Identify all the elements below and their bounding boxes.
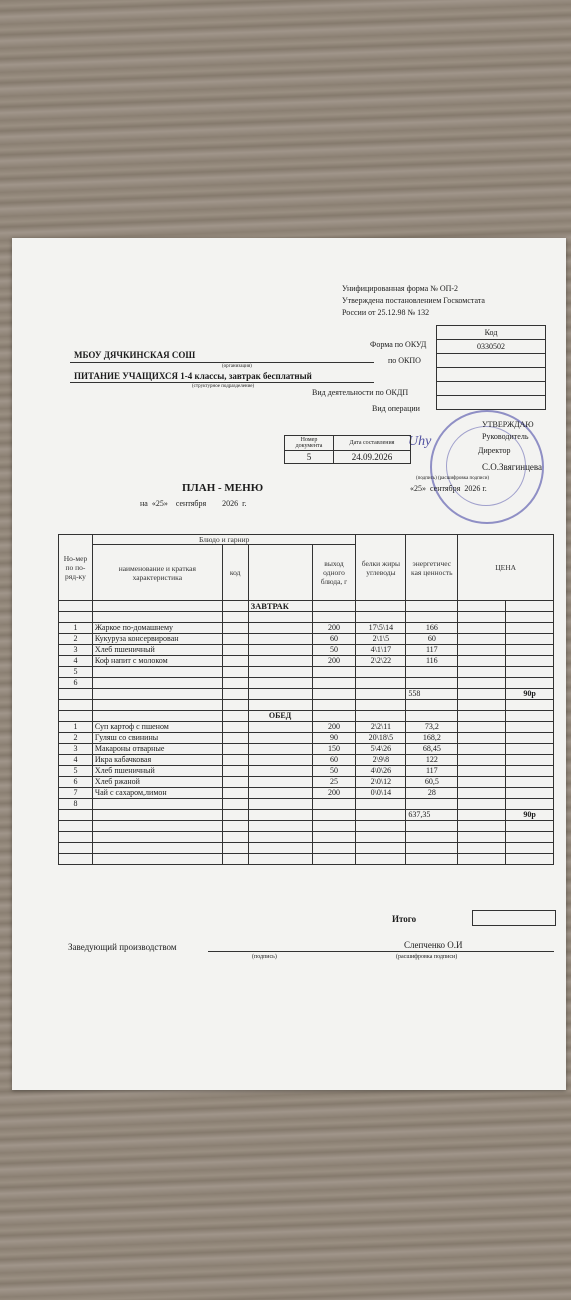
- price-a: [458, 733, 506, 744]
- approve-date: «25» сентября 2026 г.: [410, 484, 487, 493]
- dish-yield: 90: [312, 733, 356, 744]
- dish-bju: 2\9\8: [356, 755, 406, 766]
- dish-name: Хлеб ржаной: [92, 777, 222, 788]
- dish-energy: [406, 799, 458, 810]
- okud-label: Форма по ОКУД: [370, 340, 427, 349]
- row-num: 3: [59, 744, 93, 755]
- lunch-total-row: [59, 810, 554, 821]
- dish-energy: [406, 678, 458, 689]
- okdp-label: Вид деятельности по ОКДП: [312, 388, 409, 397]
- dish-name: [92, 667, 222, 678]
- dish-energy: 117: [406, 766, 458, 777]
- dish-bju: 4\0\26: [356, 766, 406, 777]
- dish-code: [222, 678, 248, 689]
- doc-date: 24.09.2026: [334, 451, 411, 464]
- dish-bju: [356, 799, 406, 810]
- dish-bju: 17\5\14: [356, 623, 406, 634]
- dish-extra: [248, 733, 312, 744]
- price-b: [506, 722, 554, 733]
- doc-month: сентября: [175, 499, 207, 508]
- row-num: 5: [59, 766, 93, 777]
- dish-yield: 200: [312, 623, 356, 634]
- price-b: [506, 788, 554, 799]
- breakfast-total: 558: [406, 689, 458, 700]
- price-a: [458, 722, 506, 733]
- dish-name: Жаркое по-домашнему: [92, 623, 222, 634]
- dish-energy: 28: [406, 788, 458, 799]
- org-name: МБОУ ДЯЧКИНСКАЯ СОШ: [74, 350, 196, 360]
- price-a: [458, 766, 506, 777]
- table-row: [59, 667, 554, 678]
- price-a: [458, 645, 506, 656]
- price-b: [506, 645, 554, 656]
- price-a: [458, 656, 506, 667]
- row-num: 4: [59, 656, 93, 667]
- dish-energy: 60: [406, 634, 458, 645]
- price-b: [506, 678, 554, 689]
- dish-extra: [248, 744, 312, 755]
- dish-extra: [248, 766, 312, 777]
- approve-day: 25: [414, 484, 422, 493]
- doc-num: 5: [285, 451, 334, 464]
- h-dish: Блюдо и гарнир: [92, 535, 356, 545]
- operation-value: [437, 396, 546, 410]
- table-row: [59, 623, 554, 634]
- breakfast-price: 90р: [506, 689, 554, 700]
- dish-yield: 150: [312, 744, 356, 755]
- row-num: 8: [59, 799, 93, 810]
- okpo-value: [437, 354, 546, 368]
- row-num: 6: [59, 678, 93, 689]
- approve-name: С.О.Звягинцева: [482, 462, 543, 472]
- dish-energy: 60,5: [406, 777, 458, 788]
- price-a: [458, 623, 506, 634]
- dish-code: [222, 766, 248, 777]
- dish-extra: [248, 634, 312, 645]
- price-b: [506, 755, 554, 766]
- dish-code: [222, 799, 248, 810]
- lunch-title: ОБЕД: [248, 711, 312, 722]
- doc-num-label: Номер документа: [285, 436, 334, 451]
- dish-energy: 73,2: [406, 722, 458, 733]
- approve-role-1: Руководитель: [482, 432, 529, 441]
- dish-bju: 2\1\5: [356, 634, 406, 645]
- price-b: [506, 799, 554, 810]
- price-a: [458, 755, 506, 766]
- dish-extra: [248, 755, 312, 766]
- h-price: ЦЕНА: [458, 535, 554, 601]
- table-row: [59, 777, 554, 788]
- dish-name: Хлеб пшеничный: [92, 645, 222, 656]
- h-code: код: [222, 545, 248, 601]
- dish-name: Чай с сахаром,лимон: [92, 788, 222, 799]
- okdp-value-1: [437, 368, 546, 382]
- dish-extra: [248, 667, 312, 678]
- dish-yield: 25: [312, 777, 356, 788]
- table-row: [59, 755, 554, 766]
- dish-code: [222, 755, 248, 766]
- doc-on: на: [140, 499, 148, 508]
- approve-year: 2026: [464, 484, 481, 493]
- org-unit: ПИТАНИЕ УЧАЩИХСЯ 1-4 классы, завтрак бесплатный: [74, 371, 312, 381]
- row-num: 4: [59, 755, 93, 766]
- h-energy: энергетичес кая ценность: [406, 535, 458, 601]
- approve-title: УТВЕРЖДАЮ: [482, 420, 534, 429]
- price-a: [458, 777, 506, 788]
- okpo-label: по ОКПО: [388, 356, 421, 365]
- dish-code: [222, 777, 248, 788]
- price-a: [458, 667, 506, 678]
- dish-code: [222, 722, 248, 733]
- lunch-price: 90р: [506, 810, 554, 821]
- price-a: [458, 634, 506, 645]
- dish-yield: 200: [312, 722, 356, 733]
- row-num: 7: [59, 788, 93, 799]
- dish-name: Макароны отварные: [92, 744, 222, 755]
- lunch-rows: [59, 722, 554, 810]
- signature-approve: Uhy: [408, 434, 432, 449]
- price-a: [458, 799, 506, 810]
- dish-code: [222, 733, 248, 744]
- doc-number-box: [284, 435, 411, 464]
- dish-yield: 60: [312, 755, 356, 766]
- dish-name: [92, 799, 222, 810]
- dish-energy: 168,2: [406, 733, 458, 744]
- dish-name: Гуляш со свинины: [92, 733, 222, 744]
- okdp-value-2: [437, 382, 546, 396]
- menu-table: [58, 534, 554, 865]
- table-row: [59, 634, 554, 645]
- breakfast-rows: [59, 623, 554, 689]
- code-header: Код: [437, 326, 546, 340]
- row-num: 2: [59, 634, 93, 645]
- dish-code: [222, 623, 248, 634]
- dish-energy: 68,45: [406, 744, 458, 755]
- table-row: [59, 733, 554, 744]
- price-a: [458, 788, 506, 799]
- footer-caption-decode: (расшифровка подписи): [396, 954, 458, 960]
- row-num: 1: [59, 623, 93, 634]
- doc-date-label: Дата составления: [334, 436, 411, 451]
- dish-yield: 50: [312, 766, 356, 777]
- dish-extra: [248, 722, 312, 733]
- approve-role-2: Директор: [478, 446, 511, 455]
- form-line-3: России от 25.12.98 № 132: [342, 308, 430, 317]
- dish-yield: 60: [312, 634, 356, 645]
- dish-yield: 50: [312, 645, 356, 656]
- price-b: [506, 623, 554, 634]
- row-num: 3: [59, 645, 93, 656]
- footer-label: Заведующий производством: [68, 942, 177, 952]
- price-b: [506, 634, 554, 645]
- table-row: [59, 744, 554, 755]
- breakfast-title: ЗАВТРАК: [248, 601, 312, 612]
- dish-extra: [248, 799, 312, 810]
- dish-yield: [312, 667, 356, 678]
- dish-extra: [248, 656, 312, 667]
- table-row: [59, 645, 554, 656]
- dish-yield: 200: [312, 656, 356, 667]
- lunch-total: 637,35: [406, 810, 458, 821]
- dish-code: [222, 744, 248, 755]
- dish-bju: 5\4\26: [356, 744, 406, 755]
- dish-energy: 117: [406, 645, 458, 656]
- dish-bju: [356, 678, 406, 689]
- dish-name: Суп картоф с пшеном: [92, 722, 222, 733]
- price-b: [506, 667, 554, 678]
- table-row: [59, 799, 554, 810]
- price-a: [458, 678, 506, 689]
- price-a: [458, 744, 506, 755]
- dish-bju: 4\1\17: [356, 645, 406, 656]
- table-row: [59, 678, 554, 689]
- table-row: [59, 766, 554, 777]
- dish-yield: [312, 799, 356, 810]
- dish-code: [222, 645, 248, 656]
- table-row: [59, 788, 554, 799]
- org-unit-caption: (структурное подразделение): [192, 384, 255, 389]
- form-line-2: Утверждена постановлением Госкомстата: [342, 296, 485, 305]
- dish-name: Хлеб пшеничный: [92, 766, 222, 777]
- dish-name: Коф напит с молоком: [92, 656, 222, 667]
- table-row: [59, 722, 554, 733]
- price-b: [506, 777, 554, 788]
- row-num: 6: [59, 777, 93, 788]
- dish-bju: [356, 667, 406, 678]
- dish-code: [222, 656, 248, 667]
- approve-month: сентября: [430, 484, 461, 493]
- code-box: [436, 325, 546, 410]
- okud-value: 0330502: [437, 340, 546, 354]
- dish-code: [222, 667, 248, 678]
- dish-yield: 200: [312, 788, 356, 799]
- doc-period: на «25» сентября 2026 г.: [140, 499, 247, 508]
- price-b: [506, 766, 554, 777]
- approve-year-suffix: г.: [482, 484, 487, 493]
- h-bju: белки жиры углеводы: [356, 535, 406, 601]
- doc-day: 25: [155, 499, 164, 508]
- dish-bju: 2\2\11: [356, 722, 406, 733]
- breakfast-total-row: [59, 689, 554, 700]
- dish-bju: 0\0\14: [356, 788, 406, 799]
- form-line-1: Унифицированная форма № ОП-2: [342, 284, 459, 293]
- dish-name: Кукуруза консервирован: [92, 634, 222, 645]
- dish-name: [92, 678, 222, 689]
- operation-label: Вид операции: [372, 404, 420, 413]
- row-num: 1: [59, 722, 93, 733]
- dish-energy: [406, 667, 458, 678]
- dish-energy: 116: [406, 656, 458, 667]
- h-yield: выход одного блюда, г: [312, 545, 356, 601]
- dish-yield: [312, 678, 356, 689]
- dish-extra: [248, 777, 312, 788]
- price-b: [506, 656, 554, 667]
- approve-caption: (подпись) (расшифровка подписи): [416, 476, 490, 481]
- doc-year-suffix: г.: [242, 499, 247, 508]
- dish-extra: [248, 678, 312, 689]
- dish-bju: 20\18\5: [356, 733, 406, 744]
- total-label: Итого: [392, 914, 417, 924]
- dish-energy: 166: [406, 623, 458, 634]
- h-name: наименование и краткая характеристика: [92, 545, 222, 601]
- dish-extra: [248, 788, 312, 799]
- doc-year: 2026: [222, 499, 239, 508]
- table-row: [59, 656, 554, 667]
- menu-document: [12, 238, 566, 1090]
- dish-extra: [248, 623, 312, 634]
- dish-energy: 122: [406, 755, 458, 766]
- dish-extra: [248, 645, 312, 656]
- dish-bju: 2\0\12: [356, 777, 406, 788]
- footer-caption-sign: (подпись): [252, 954, 277, 960]
- row-num: 5: [59, 667, 93, 678]
- price-b: [506, 744, 554, 755]
- h-num: Но-мер по по-ряд-ку: [59, 535, 93, 601]
- dish-code: [222, 788, 248, 799]
- total-value: [472, 910, 556, 926]
- doc-title: ПЛАН - МЕНЮ: [182, 482, 264, 494]
- row-num: 2: [59, 733, 93, 744]
- price-b: [506, 733, 554, 744]
- dish-bju: 2\2\22: [356, 656, 406, 667]
- dish-code: [222, 634, 248, 645]
- dish-name: Икра кабачковая: [92, 755, 222, 766]
- org-name-caption: (организация): [222, 364, 252, 369]
- footer-name: Слепченко О.И: [404, 940, 463, 950]
